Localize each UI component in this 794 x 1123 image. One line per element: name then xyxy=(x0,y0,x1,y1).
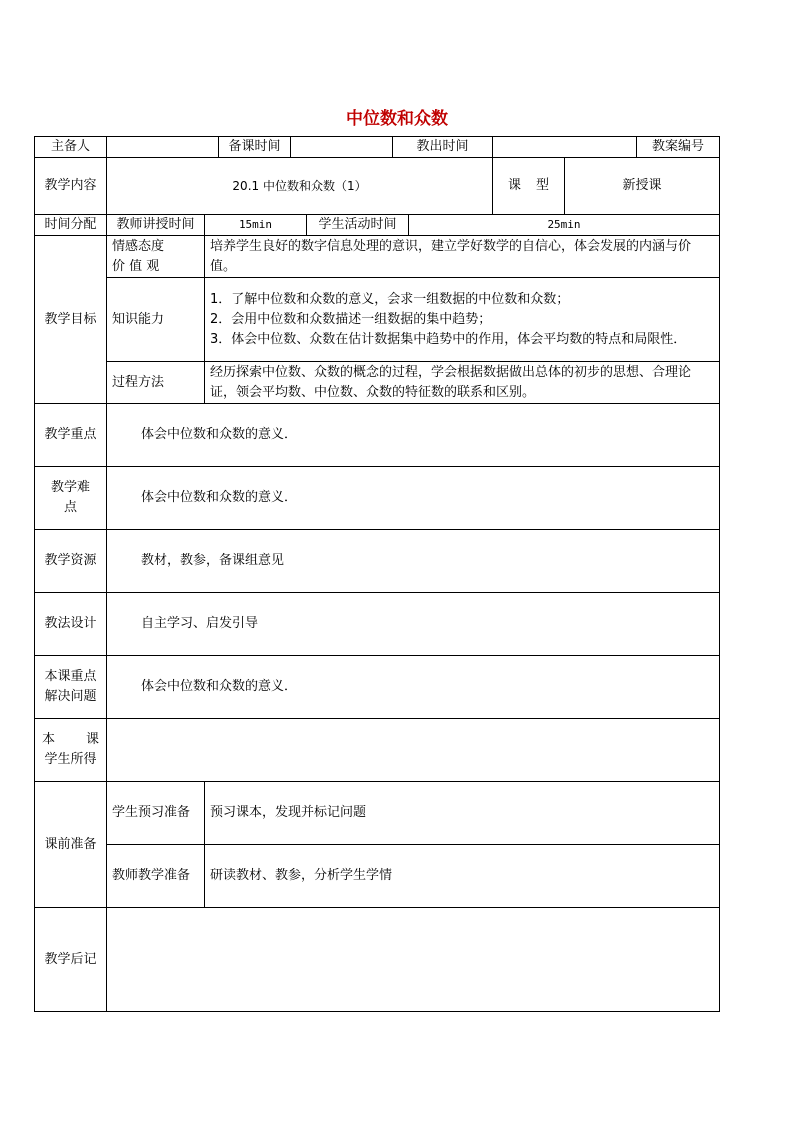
out-time-value xyxy=(493,137,637,158)
knowledge-line-3: 3．体会中位数、众数在估计数据集中趋势中的作用，体会平均数的特点和局限性． xyxy=(210,331,687,347)
process-text: 经历探索中位数、众数的概念的过程，学会根据数据做出总体的初步的思想、合理论证，领会平均数、中位数、众数的特征数的联系和区别。 xyxy=(205,362,720,404)
gains-label xyxy=(35,719,107,782)
lead-value xyxy=(107,137,219,158)
resources-value: 教材，教参，备课组意见 xyxy=(107,530,720,593)
prep-time-value xyxy=(291,137,393,158)
knowledge-label: 知识能力 xyxy=(107,278,205,362)
difficulties-label-line-1: 教学难 xyxy=(50,480,90,495)
content-row xyxy=(35,158,720,215)
solve-label-line-2: 解决问题 xyxy=(44,689,97,704)
reflection-row xyxy=(35,908,720,1012)
gains-label-part-1a: 本 xyxy=(42,732,56,747)
student-prep-label: 学生预习准备 xyxy=(107,782,205,845)
content-value xyxy=(107,158,493,215)
gains-value xyxy=(107,719,720,782)
solve-label-line-1: 本课重点 xyxy=(44,669,97,684)
key-points-row xyxy=(35,404,720,467)
time-row xyxy=(35,215,720,236)
solve-value: 体会中位数和众数的意义． xyxy=(107,656,720,719)
difficulties-row xyxy=(35,467,720,530)
difficulties-label-line-2: 点 xyxy=(63,500,77,515)
student-time-value: 25min xyxy=(409,215,720,236)
method-value: 自主学习、启发引导 xyxy=(107,593,720,656)
content-label: 教学内容 xyxy=(35,158,107,215)
type-label-part-2: 型 xyxy=(536,178,550,193)
difficulties-label xyxy=(35,467,107,530)
out-time-label: 教出时间 xyxy=(393,137,493,158)
knowledge-text xyxy=(205,278,720,362)
key-points-label: 教学重点 xyxy=(35,404,107,467)
lesson-plan-table xyxy=(34,136,720,1012)
solve-label xyxy=(35,656,107,719)
prep-teacher-row xyxy=(35,845,720,908)
gains-label-line-2: 学生所得 xyxy=(44,752,97,767)
type-value: 新授课 xyxy=(565,158,720,215)
goals-label: 教学目标 xyxy=(35,236,107,404)
time-label: 时间分配 xyxy=(35,215,107,236)
resources-row xyxy=(35,530,720,593)
reflection-label: 教学后记 xyxy=(35,908,107,1012)
knowledge-line-2: 2．会用中位数和众数描述一组数据的集中趋势； xyxy=(210,311,492,327)
header-row xyxy=(35,137,720,158)
content-value-text: 20.1 中位数和众数（1） xyxy=(232,178,367,193)
attitude-text: 培养学生良好的数字信息处理的意识，建立学好数学的自信心，体会发展的内涵与价值。 xyxy=(205,236,720,278)
knowledge-line-1: 1．了解中位数和众数的意义，会求一组数据的中位数和众数； xyxy=(210,291,570,307)
prep-time-label: 备课时间 xyxy=(219,137,291,158)
teacher-time-value: 15min xyxy=(205,215,307,236)
method-label: 教法设计 xyxy=(35,593,107,656)
prep-student-row xyxy=(35,782,720,845)
student-prep-value: 预习课本，发现并标记问题 xyxy=(205,782,720,845)
key-points-value: 体会中位数和众数的意义． xyxy=(107,404,720,467)
method-row xyxy=(35,593,720,656)
attitude-label xyxy=(107,236,205,278)
document-title: 中位数和众数 xyxy=(346,109,448,129)
goal-knowledge-row xyxy=(35,278,720,362)
student-time-label: 学生活动时间 xyxy=(307,215,409,236)
process-label: 过程方法 xyxy=(107,362,205,404)
gains-row xyxy=(35,719,720,782)
goal-attitude-row xyxy=(35,236,720,278)
gains-label-part-1b: 课 xyxy=(85,732,99,747)
solve-row xyxy=(35,656,720,719)
goal-process-row xyxy=(35,362,720,404)
teacher-prep-label: 教师教学准备 xyxy=(107,845,205,908)
teacher-prep-value: 研读教材、教参，分析学生学情 xyxy=(205,845,720,908)
resources-label: 教学资源 xyxy=(35,530,107,593)
plan-no-label: 教案编号 xyxy=(637,137,720,158)
difficulties-value: 体会中位数和众数的意义． xyxy=(107,467,720,530)
attitude-label-line-2: 价 值 观 xyxy=(112,258,160,274)
lead-label: 主备人 xyxy=(35,137,107,158)
teacher-time-label: 教师讲授时间 xyxy=(107,215,205,236)
attitude-label-line-1: 情感态度 xyxy=(112,238,165,254)
type-label-part-1: 课 xyxy=(508,178,522,193)
type-label xyxy=(493,158,565,215)
reflection-value xyxy=(107,908,720,1012)
preparation-label: 课前准备 xyxy=(35,782,107,908)
